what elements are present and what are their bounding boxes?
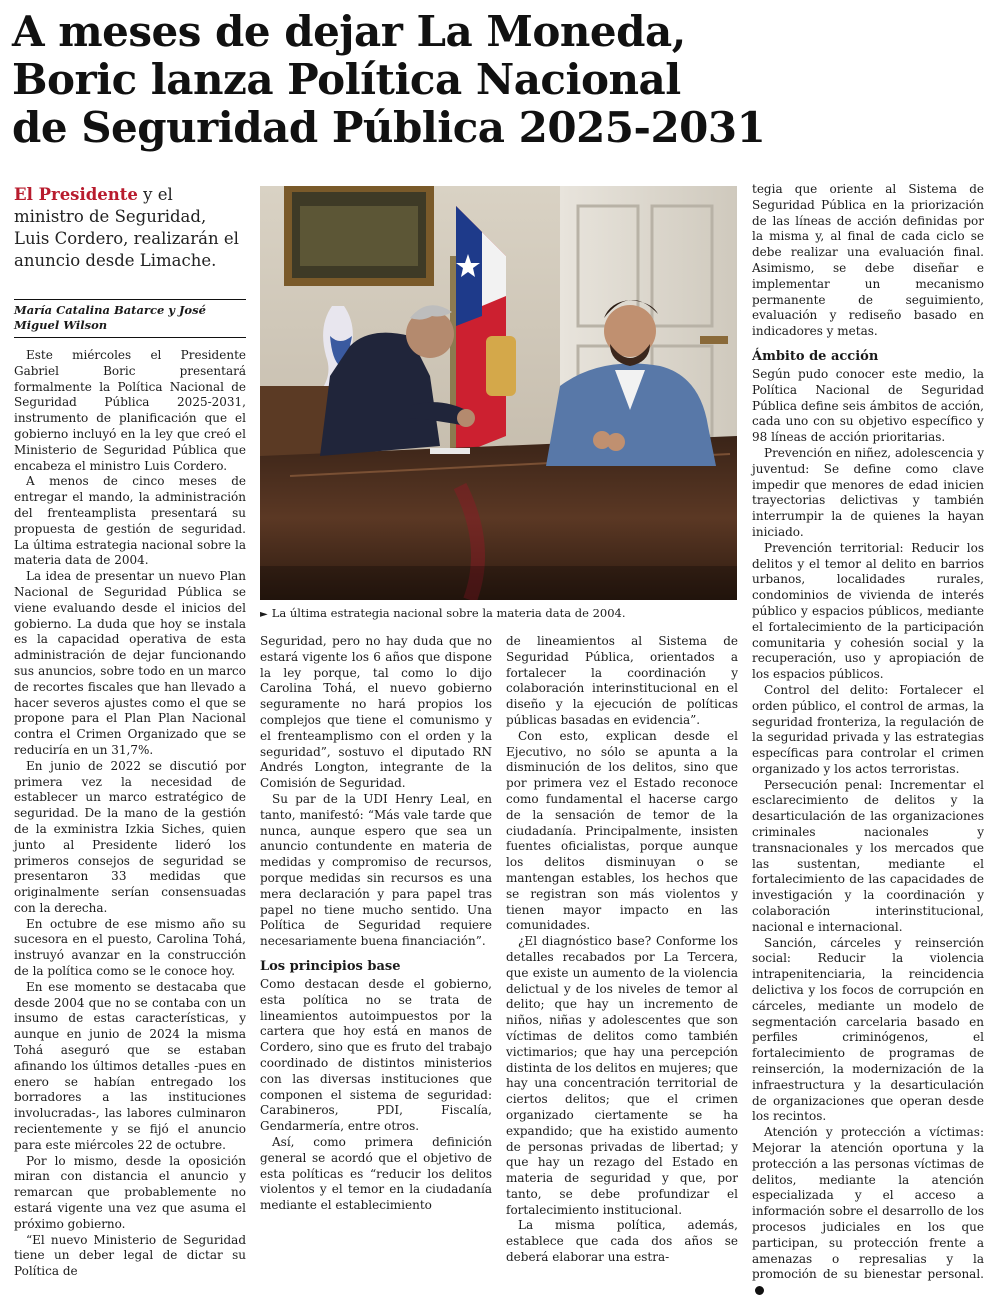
paragraph: Prevención territorial: Reducir los delitos y el temor al delito en barrios urbanos, localidades rurales, condominios de vivienda de interés público y espacios públicos, mediante el fortalecimiento de la participación comunitaria y cohesión social y la recuperación, uso y apropiación de los espacios públicos. (752, 540, 984, 682)
paragraph: Este miércoles el Presidente Gabriel Boric presentará formalmente la Política Nacional de Seguridad Pública 2025-2031, instrumento de planificación que el gobierno incluyó en la ley que creó el Ministerio de Seguridad Pública que encabeza el ministro Luis Cordero. (14, 348, 246, 473)
body-column-3 (506, 634, 738, 1266)
paragraph: Seguridad, pero no hay duda que no estará vigente los 6 años que dispone la ley porque, tal como lo dijo Carolina Tohá, el nuevo gobierno seguramente no hará propios los complejos que tiene el comunismo y el frenteamplismo con el orden y la seguridad”, sostuvo el diputado RN Andrés Longton, integrante de la Comisión de Seguridad. (260, 634, 492, 791)
paragraph: Su par de la UDI Henry Leal, en tanto, manifestó: “Más vale tarde que nunca, aunque espero que sea un anuncio contundente en materia de medidas y compromiso de recursos, porque medidas sin recursos es una mera declaración y para papel tras papel no tiene mucho sentido. Una Política de Seguridad requiere necesariamente buena financiación”. (260, 791, 492, 949)
article-photo (260, 186, 737, 600)
paragraph: Prevención en niñez, adolescencia y juventud: Se define como clave impedir que menores de edad inicien trayectorias delictivas y también interrumpir la de quienes la hayan iniciado. (752, 445, 984, 539)
section-heading: Ámbito de acción (752, 348, 879, 364)
body-column-1 (14, 348, 246, 1280)
paragraph: Según pudo conocer este medio, la Política Nacional de Seguridad Pública define seis ámbitos de acción, cada uno con su objetivo específico y 98 líneas de acción prioritarias. (752, 366, 984, 445)
paragraph: tegia que oriente al Sistema de Seguridad Pública en la priorización de las líneas de acción definidas por la misma y, al final de cada ciclo se debe realizar una evaluación final. Asimismo, se debe diseñar e implementar un mecanismo permanente de seguimiento, evaluación y rediseño basado en indicadores y metas. (752, 182, 984, 339)
paragraph: Como destacan desde el gobierno, esta política no se trata de lineamientos autoimpuestos por la cartera que hoy está en manos de Cordero, sino que es fruto del trabajo coordinado de distintos ministerios con las diversas instituciones que componen el sistema de seguridad: Carabineros, PDI, Fiscalía, Gendarmería, entre otros. (260, 976, 492, 1134)
paragraph: La misma política, además, establece que cada dos años se deberá elaborar una estra- (506, 1218, 738, 1265)
lead-paragraph (14, 184, 246, 272)
section-heading: Los principios base (260, 958, 401, 974)
headline-line-1: A meses de dejar La Moneda, (12, 7, 686, 56)
lead-text: y el ministro de Seguridad, Luis Cordero, realizarán el anuncio desde Limache. (14, 185, 239, 270)
paragraph-text: Atención y protección a víctimas: Mejorar la atención oportuna y la protección a las personas víctimas de delitos, mediante la atención especializada y el acceso a información sobre el desarrollo de los procesos judiciales en los que participan, su protección frente a amenazas o represalias y la promoción de su bienestar personal. (752, 1125, 984, 1282)
paragraph: Con esto, explican desde el Ejecutivo, no sólo se apunta a la disminución de los delitos, sino que por primera vez el Estado reconoce como fundamental el hacerse cargo de la sensación de temor de la ciudadanía. Principalmente, insisten fuentes oficialistas, porque aunque los delitos disminuyan o se mantengan estables, los hechos que se registran son más violentos y tienen mayor impacto en las comunidades. (506, 728, 738, 933)
caption-text: La última estrategia nacional sobre la materia data de 2004. (271, 606, 626, 620)
paragraph: ¿El diagnóstico base? Conforme los detalles recabados por La Tercera, que existe un aumento de la violencia delictual y de los niveles de temor al delito; que hay un incremento de niños, niñas y adolescentes que son víctimas de delitos como también victimarios; que hay una percepción distinta de los delitos en mujeres; que hay una concentración territorial de ciertos delitos; que el crimen organizado ciertamente se ha expandido; que ha existido aumento de personas privadas de libertad; y que hay un rezago del Estado en materia de seguridad y que, por tanto, se debe profundizar el fortalecimiento institucional. (506, 934, 738, 1217)
body-column-4 (752, 182, 984, 1299)
paragraph: Así, como primera definición general se acordó que el objetivo de esta políticas es “reducir los delitos violentos y el temor en la ciudadanía mediante el establecimiento (260, 1134, 492, 1213)
paragraph: En octubre de ese mismo año su sucesora en el puesto, Carolina Tohá, instruyó avanzar en la construcción de la política como se le conoce hoy. (14, 916, 246, 979)
headline (12, 8, 987, 152)
paragraph: A menos de cinco meses de entregar el mando, la administración del frenteamplista presentará su propuesta de gestión de seguridad. La última estrategia nacional sobre la materia data de 2004. (14, 474, 246, 568)
photo-caption (260, 606, 737, 622)
paragraph: de lineamientos al Sistema de Seguridad Pública, orientados a fortalecer la coordinación y colaboración interinstitucional en el diseño y la ejecución de políticas públicas basadas en evidencia”. (506, 634, 738, 727)
caption-arrow-icon: ► (260, 609, 268, 620)
lead-kicker: El Presidente (14, 185, 138, 204)
headline-line-2: Boric lanza Política Nacional (12, 55, 681, 104)
paragraph: Persecución penal: Incrementar el esclarecimiento de delitos y la desarticulación de las organizaciones criminales nacionales y transnacionales y los mercados que las sustentan, mediante el fortalecimiento de las capacidades de investigación y la coordinación y colaboración interinstitucional, nacional e internacional. (752, 777, 984, 934)
paragraph: La idea de presentar un nuevo Plan Nacional de Seguridad Pública se viene evaluando desde el inicios del gobierno. La duda que hoy se instala es la capacidad operativa de esta administración de dejar funcionando sus anuncios, sobre todo en un marco de recortes fiscales que han llevado a hacer severos ajustes como el que se propone para el Plan Plan Nacional contra el Crimen Organizado que se reduciría en un 31,7%. (14, 569, 246, 757)
headline-line-3: de Seguridad Pública 2025-2031 (12, 103, 766, 152)
paragraph: Control del delito: Fortalecer el orden público, el control de armas, la seguridad fronteriza, la regulación de la seguridad privada y las estrategias específicas para controlar el crimen organizado y los actos terroristas. (752, 682, 984, 776)
paragraph: Sanción, cárceles y reinserción social: Reducir la violencia intrapenitenciaria, la reincidencia delictiva y los focos de corrupción en cárceles, mediante un modelo de segmentación carcelaria basado en perfiles criminógenos, el fortalecimiento de programas de reinserción, la modernización de la infraestructura y la desarticulación de organizaciones que operan desde los recintos. (752, 935, 984, 1124)
photo-illustration (260, 186, 737, 600)
paragraph: En ese momento se destacaba que desde 2004 que no se contaba con un insumo de estas características, y aunque en junio de 2024 la misma Tohá aseguró que se estaban afinando los últimos detalles -pues en enero se habían entregado los borradores a las instituciones involucradas-, las labores culminaron recientemente y se fijó el anuncio para este miércoles 22 de octubre. (14, 979, 246, 1152)
paragraph: En junio de 2022 se discutió por primera vez la necesidad de establecer un marco estratégico de seguridad. De la mano de la gestión de la exministra Izkia Siches, quien junto al Presidente lideró los primeros consejos de seguridad se presentaron 33 medidas que originalmente serían consensuadas con la derecha. (14, 758, 246, 915)
body-column-2 (260, 634, 492, 1214)
paragraph: Por lo mismo, desde la oposición miran con distancia el anuncio y remarcan que probablemente no estará vigente una vez que asuma el próximo gobierno. (14, 1153, 246, 1231)
paragraph: “El nuevo Ministerio de Seguridad tiene un deber legal de dictar su Política de (14, 1232, 246, 1279)
end-of-article-icon (755, 1286, 764, 1295)
paragraph-final (752, 1125, 984, 1299)
byline: María Catalina Batarce y José Miguel Wilson (14, 299, 246, 338)
